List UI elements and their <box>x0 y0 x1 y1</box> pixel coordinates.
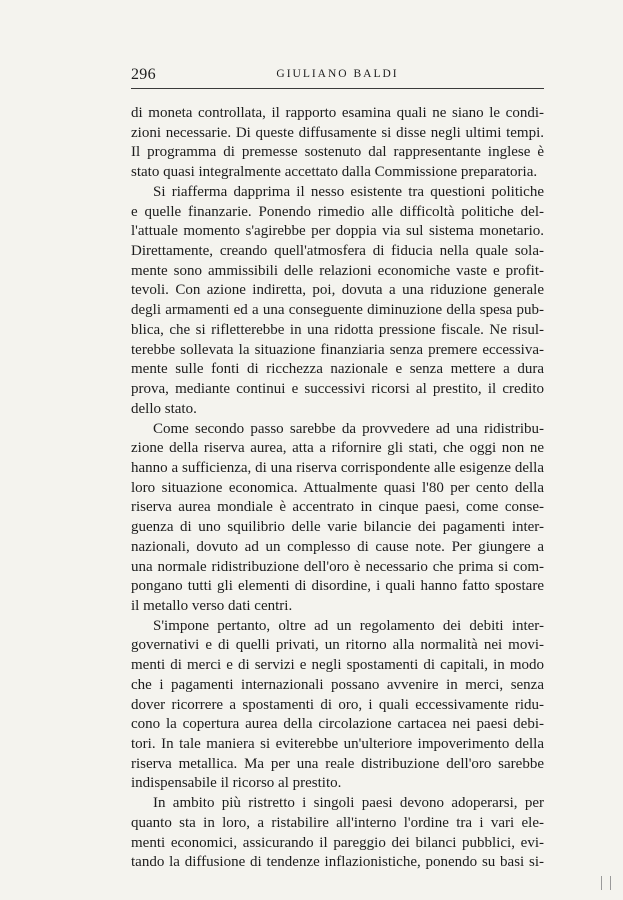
text-line: una normale ridistribuzione dell'oro è necessario che prima si com- <box>131 558 544 575</box>
text-line: indispensabile il ricorso al prestito. <box>131 775 342 792</box>
text-line: stato quasi integralmente accettato dalla Commissione preparatoria. <box>131 164 538 181</box>
text-line: guenza di uno squilibrio delle varie bilancie dei pagamenti inter- <box>131 519 544 536</box>
text-line: tando la diffusione di tendenze inflazionistiche, ponendo su basi si- <box>131 854 544 871</box>
text-line: mente sulle fonti di ricchezza nazionale e senza mettere a dura <box>131 361 544 378</box>
text-line: degli armamenti ed a una conseguente diminuzione della spesa pub- <box>131 302 544 319</box>
text-line: l'attuale momento s'agirebbe per doppia via sul sistema monetario. <box>131 223 544 240</box>
text-line: cono la copertura aurea della circolazione cartacea nei paesi debi- <box>131 716 544 733</box>
text-line: nazionali, dovuto ad un complesso di cause note. Per giungere a <box>131 538 544 555</box>
text-line: di moneta controllata, il rapporto esamina quali ne siano le condi- <box>131 105 544 121</box>
text-line: e quelle finanzarie. Ponendo rimedio alle difficoltà politiche del- <box>131 203 544 220</box>
text-line: Si riafferma dapprima il nesso esistente tra questioni politiche <box>153 183 544 200</box>
page-number: 296 <box>131 66 156 83</box>
text-line: Il programma di premesse sostenuto dal rappresentante inglese è <box>131 144 544 161</box>
text-line: zioni necessarie. Di queste diffusamente si disse negli ultimi tempi. <box>131 124 544 141</box>
text-line: pongano tutti gli elementi di disordine, i quali hanno fatto spostare <box>131 578 544 595</box>
running-head: GIULIANO BALDI <box>276 68 399 80</box>
text-line: In ambito più ristretto i singoli paesi devono adoperarsi, per <box>153 795 544 812</box>
text-line: dover ricorrere a spostamenti di oro, i quali eccessivamente ridu- <box>131 696 544 713</box>
text-line: tori. In tale maniera si eviterebbe un'ulteriore impoverimento della <box>131 736 544 752</box>
text-line: hanno a sufficienza, di una riserva corrispondente alle esigenze della <box>131 459 544 476</box>
text-line: prova, mediante continui e successivi ricorsi al prestito, il credito <box>131 381 544 398</box>
text-line: tevoli. Con azione indiretta, poi, dovuta a una riduzione generale <box>131 282 544 299</box>
margin-mark <box>601 876 611 890</box>
text-line: zione della riserva aurea, atta a rifornire gli stati, che oggi non ne <box>131 440 544 457</box>
text-line: terebbe sollevata la situazione finanziaria senza premere eccessiva- <box>131 341 544 358</box>
page-header <box>131 66 544 89</box>
text-line: menti di merci e di servizi e negli spostamenti di capitali, in modo <box>131 657 544 674</box>
body-text <box>131 104 544 873</box>
text-line: Direttamente, creando quell'atmosfera di fiducia nella quale sola- <box>131 243 544 260</box>
text-line: mente sono ammissibili delle relazioni economiche vaste e profit- <box>131 262 544 279</box>
text-line: blica, che si rifletterebbe in una ridotta pressione fiscale. Ne risul- <box>131 321 544 338</box>
text-line: loro situazione economica. Attualmente quasi l'80 per cento della <box>131 479 544 496</box>
text-line: riserva metallica. Ma per una reale distribuzione dell'oro sarebbe <box>131 755 544 772</box>
text-line: il metallo verso dati centri. <box>131 597 293 614</box>
text-line: riserva aurea mondiale è accentrato in cinque paesi, come conse- <box>131 499 544 516</box>
text-line: Come secondo passo sarebbe da provvedere ad una ridistribu- <box>153 420 544 437</box>
text-line: menti economici, assicurando il pareggio dei bilanci pubblici, evi- <box>131 834 544 851</box>
text-line: quanto sta in loro, a ristabilire all'interno l'ordine tra i vari ele- <box>131 814 544 831</box>
text-line: dello stato. <box>131 400 197 417</box>
text-line: S'impone pertanto, oltre ad un regolamento dei debiti inter- <box>153 617 544 634</box>
text-line: governativi e di quelli privati, un ritorno alla normalità nei movi- <box>131 637 544 654</box>
text-line: che i pagamenti internazionali possano avvenire in merci, senza <box>131 676 544 693</box>
